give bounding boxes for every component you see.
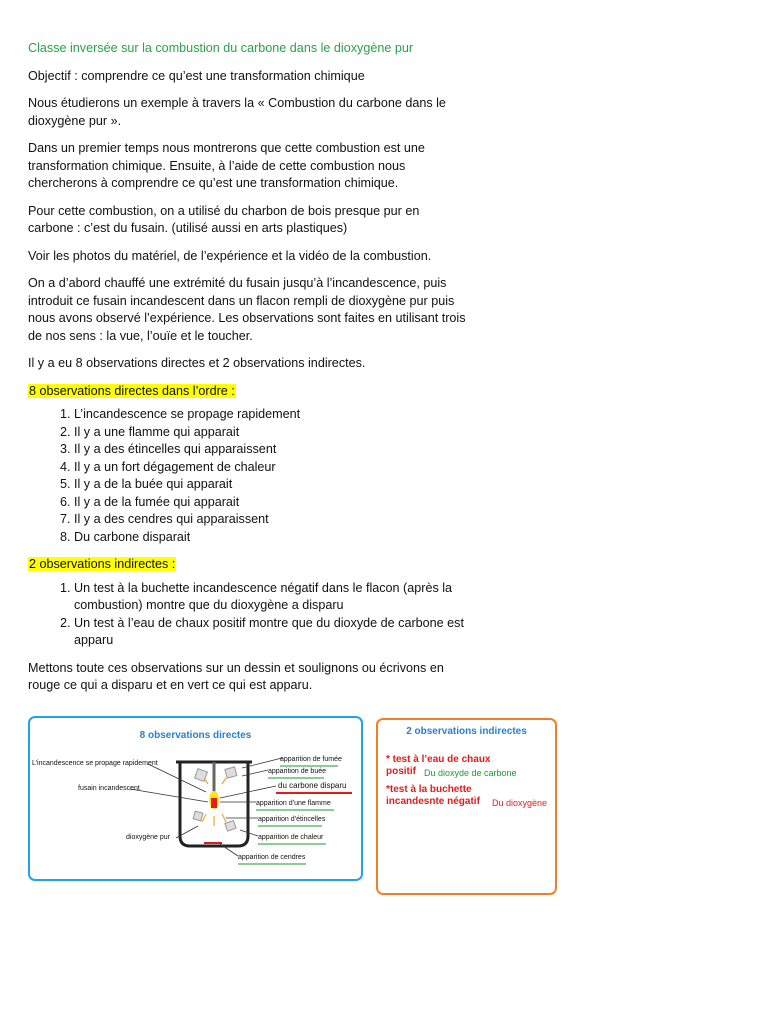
list-item: 6. Il y a de la fumée qui apparait bbox=[74, 494, 468, 512]
list-item: 2. Il y a une flamme qui apparait bbox=[74, 424, 468, 442]
direct-heading-line bbox=[28, 383, 468, 401]
label-fusain: fusain incandescent bbox=[78, 785, 140, 792]
fusain-tip bbox=[211, 798, 217, 808]
label-incandescence: L’incandescence se propage rapidement bbox=[32, 760, 158, 767]
indirect-observations-list bbox=[28, 580, 468, 650]
list-item: 7. Il y a des cendres qui apparaissent bbox=[74, 511, 468, 529]
document-body bbox=[28, 40, 468, 705]
ash-line bbox=[204, 842, 222, 844]
label-buee: apparition de buée bbox=[268, 768, 326, 775]
document-title: Classe inversée sur la combustion du carbone dans le dioxygène pur bbox=[28, 41, 414, 55]
paragraph-intro: Nous étudierons un exemple à travers la « Combustion du carbone dans le dioxygène pur ». bbox=[28, 96, 446, 128]
list-item: 8. Du carbone disparait bbox=[74, 529, 468, 547]
label-flamme: apparition d’une flamme bbox=[256, 800, 331, 807]
direct-heading: 8 observations directes dans l’ordre : bbox=[29, 383, 235, 398]
list-item: 1. Un test à la buchette incandescence négatif dans le flacon (après la combustion) montre que du dioxygène a disparu bbox=[74, 580, 468, 615]
list-item: 5. Il y a de la buée qui apparait bbox=[74, 476, 468, 494]
label-cendres: apparition de cendres bbox=[238, 854, 306, 861]
paragraph-fusain: Pour cette combustion, on a utilisé du charbon de bois presque pur en carbone : c’est du fusain. (utilisé aussi en arts plastiques) bbox=[28, 203, 420, 235]
list-item: 2. Un test à l’eau de chaux positif montre que du dioxyde de carbone est apparu bbox=[74, 615, 468, 650]
indirect-heading-line bbox=[28, 556, 468, 574]
figure-indirect-title: 2 observations indirectes bbox=[406, 726, 527, 737]
label-etincelles: apparition d’étincelles bbox=[258, 816, 326, 823]
test-lime-water-result: Du dioxyde de carbone bbox=[424, 768, 517, 778]
list-item: 4. Il y a un fort dégagement de chaleur bbox=[74, 459, 468, 477]
label-fumee: apparition de fumée bbox=[280, 756, 342, 763]
indirect-observations-figure bbox=[376, 718, 557, 895]
paragraph-plan: Dans un premier temps nous montrerons que cette combustion est une transformation chimique. Ensuite, à l’aide de cette combustion nous chercherons à comprendre ce qu’est une transformation chimique. bbox=[28, 141, 425, 190]
label-dioxygene: dioxygène pur bbox=[126, 834, 170, 841]
direct-observations-list bbox=[28, 406, 468, 546]
paragraph-closing: Mettons toute ces observations sur un dessin et soulignons ou écrivons en rouge ce qui a disparu et en vert ce qui est apparu. bbox=[28, 660, 444, 692]
list-item: 1. L’incandescence se propage rapidement bbox=[74, 406, 468, 424]
paragraph-procedure: On a d’abord chauffé une extrémité du fusain jusqu’à l’incandescence, puis introduit ce fusain incandescent dans un flacon rempli de dioxygène pur puis nous avons observé l’expérience. Les observations sont faites en utilisant trois de nos sens : la vue, l’ouïe et le toucher. bbox=[28, 276, 466, 343]
paragraph-count: Il y a eu 8 observations directes et 2 observations indirectes. bbox=[28, 356, 366, 370]
flask-diagram bbox=[30, 718, 361, 879]
indirect-heading: 2 observations indirectes : bbox=[29, 557, 176, 571]
paragraph-objective: Objectif : comprendre ce qu’est une transformation chimique bbox=[28, 68, 365, 83]
test-splint: *test à la buchette incandesnte négatif bbox=[386, 784, 480, 807]
figure-direct-title: 8 observations directes bbox=[139, 730, 252, 741]
test-lime-water: * test à l’eau de chaux positif bbox=[386, 754, 491, 777]
smoke-blob bbox=[193, 811, 203, 821]
label-chaleur: apparition de chaleur bbox=[258, 834, 324, 841]
list-item: 3. Il y a des étincelles qui apparaissent bbox=[74, 441, 468, 459]
test-splint-result: Du dioxygène bbox=[492, 798, 548, 808]
paragraph-photos: Voir les photos du matériel, de l’expérience et la vidéo de la combustion. bbox=[28, 248, 432, 263]
smoke-blob bbox=[225, 767, 237, 778]
direct-observations-figure bbox=[28, 716, 363, 881]
label-carbone: du carbone disparu bbox=[278, 781, 347, 790]
